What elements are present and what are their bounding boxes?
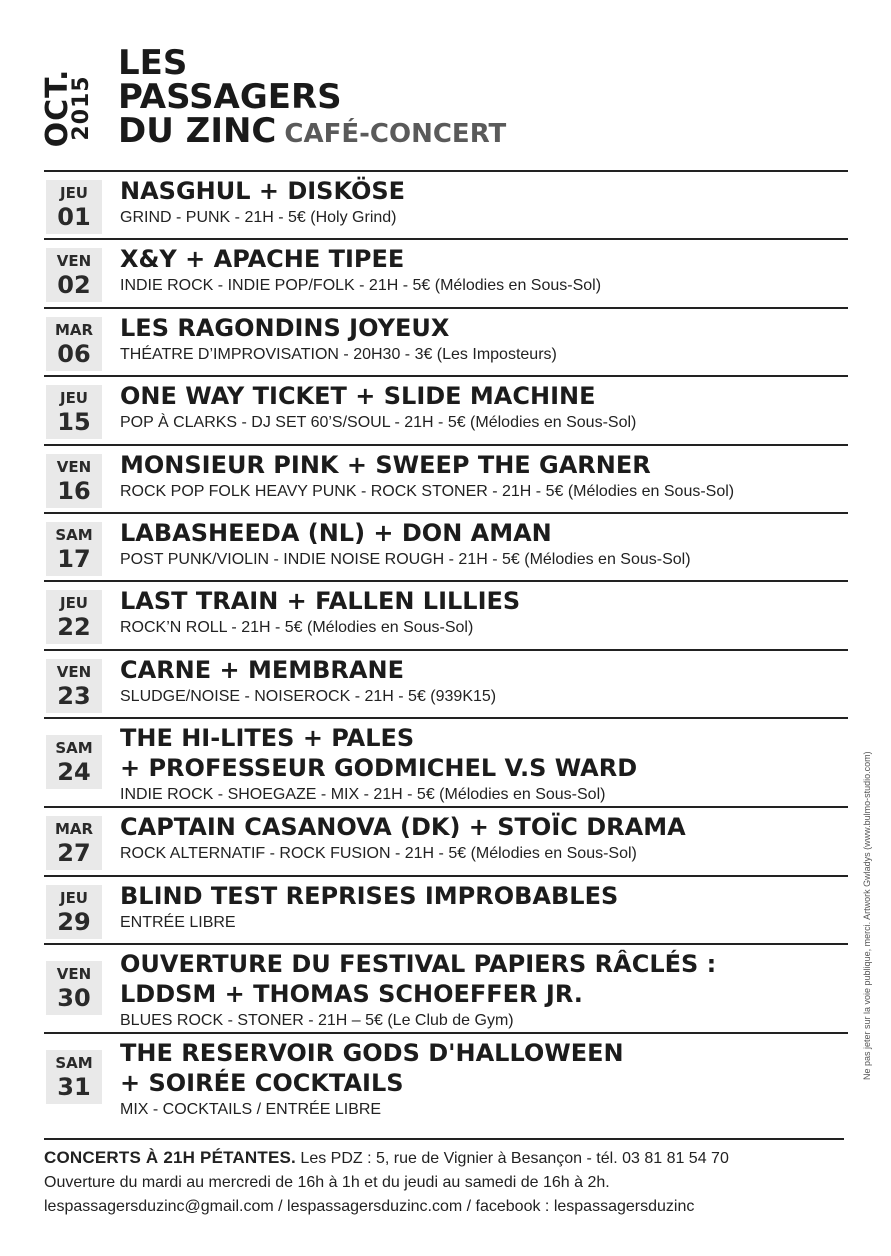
event-row <box>44 806 848 874</box>
event-date-box <box>46 1050 102 1104</box>
event-row <box>44 307 848 375</box>
event-date-box <box>46 522 102 576</box>
event-info <box>102 582 848 648</box>
event-info <box>102 446 848 512</box>
event-weekday: SAM <box>55 739 93 758</box>
event-date-box <box>46 885 102 939</box>
event-weekday: VEN <box>56 964 92 983</box>
year-label: 2015 <box>69 75 94 141</box>
event-artists <box>120 949 848 1009</box>
event-weekday: VEN <box>56 252 92 271</box>
event-weekday: JEU <box>59 184 88 202</box>
event-weekday: MAR <box>54 320 94 339</box>
event-weekday: SAM <box>55 1053 93 1072</box>
event-details: SLUDGE/NOISE - NOISEROCK - 21H - 5€ (939K15) <box>120 687 497 705</box>
event-details: ROCK’N ROLL - 21H - 5€ (Mélodies en Sous-Sol) <box>120 619 474 637</box>
event-date-box <box>46 385 102 439</box>
event-day-number: 27 <box>57 839 91 868</box>
artist-line: THE HI-LITES + PALES <box>120 724 415 753</box>
event-info <box>102 309 848 375</box>
event-day-number: 22 <box>57 613 91 642</box>
event-date-box <box>46 590 102 644</box>
event-info <box>102 719 848 806</box>
artist-line: + PROFESSEUR GODMICHEL V.S WARD <box>120 754 638 783</box>
title-line-2: PASSAGERS <box>118 77 342 117</box>
venue-subtitle: CAFÉ-CONCERT <box>284 119 507 149</box>
event-artists <box>120 313 848 343</box>
event-details: BLUES ROCK - STONER - 21H – 5€ (Le Club de Gym) <box>120 1011 514 1029</box>
event-artists <box>120 723 848 783</box>
artist-line: X&Y + APACHE TIPEE <box>120 245 405 274</box>
event-artists <box>120 450 848 480</box>
venue-title <box>118 43 507 151</box>
event-list <box>44 170 848 1121</box>
artist-line: NASGHUL + DISKÖSE <box>120 177 406 205</box>
event-weekday: JEU <box>59 594 88 613</box>
event-details: INDIE ROCK - SHOEGAZE - MIX - 21H - 5€ (Mélodies en Sous-Sol) <box>120 786 606 804</box>
title-line-1: LES <box>118 43 188 83</box>
artist-line: BLIND TEST REPRISES IMPROBABLES <box>120 881 619 910</box>
event-details: MIX - COCKTAILS / ENTRÉE LIBRE <box>120 1100 382 1118</box>
event-info <box>102 240 848 306</box>
event-details: THÉATRE D’IMPROVISATION - 20H30 - 3€ (Les Imposteurs) <box>120 345 557 363</box>
month-label: OCT. <box>40 68 75 148</box>
artist-line: LDDSM + THOMAS SCHOEFFER JR. <box>120 979 583 1008</box>
event-weekday: JEU <box>59 888 88 907</box>
event-artists <box>120 244 848 274</box>
event-day-number: 24 <box>57 758 91 787</box>
event-info <box>102 651 848 717</box>
event-artists <box>120 1038 848 1098</box>
event-row <box>44 238 848 306</box>
event-info <box>102 514 848 580</box>
event-day-number: 31 <box>57 1072 91 1101</box>
concerts-time-label: CONCERTS À 21H PÉTANTES. <box>44 1148 296 1167</box>
event-day-number: 01 <box>57 203 91 231</box>
event-info <box>102 377 848 443</box>
event-weekday: VEN <box>56 662 92 681</box>
event-date-box <box>46 317 102 371</box>
event-details: GRIND - PUNK - 21H - 5€ (Holy Grind) <box>120 209 397 226</box>
event-artists <box>120 655 848 685</box>
credit-text: Ne pas jeter sur la voie publique, merci. Artwork Gwladys (www.bulmo-studio.com) <box>862 751 872 1080</box>
event-weekday: JEU <box>59 389 88 408</box>
artist-line: MONSIEUR PINK + SWEEP THE GARNER <box>120 450 651 479</box>
event-row <box>44 717 848 806</box>
event-day-number: 06 <box>57 339 91 368</box>
event-date-box <box>46 180 102 234</box>
event-day-number: 29 <box>57 907 91 936</box>
event-artists <box>120 586 848 616</box>
month-year-block <box>40 46 100 170</box>
event-date-box <box>46 735 102 789</box>
event-row <box>44 580 848 648</box>
contacts-line: lespassagersduzinc@gmail.com / lespassagersduzinc.com / facebook : lespassagersduzinc <box>44 1198 695 1215</box>
event-details: ROCK ALTERNATIF - ROCK FUSION - 21H - 5€ (Mélodies en Sous-Sol) <box>120 845 637 863</box>
event-row <box>44 875 848 943</box>
event-details: POP À CLARKS - DJ SET 60’S/SOUL - 21H - 5€ (Mélodies en Sous-Sol) <box>120 414 637 432</box>
artist-line: ONE WAY TICKET + SLIDE MACHINE <box>120 382 596 411</box>
artist-line: LABASHEEDA (NL) + DON AMAN <box>120 518 552 547</box>
event-day-number: 02 <box>57 271 91 300</box>
event-details: ENTRÉE LIBRE <box>120 913 236 931</box>
artist-line: LAST TRAIN + FALLEN LILLIES <box>120 587 521 616</box>
title-line-3: DU ZINC <box>118 111 277 151</box>
event-row <box>44 649 848 717</box>
event-details: INDIE ROCK - INDIE POP/FOLK - 21H - 5€ (Mélodies en Sous-Sol) <box>120 277 602 295</box>
event-weekday: SAM <box>55 525 93 544</box>
event-day-number: 17 <box>57 544 91 573</box>
event-info <box>102 877 848 943</box>
event-day-number: 15 <box>57 408 91 437</box>
event-day-number: 23 <box>57 681 91 710</box>
event-weekday: MAR <box>54 820 94 839</box>
event-info <box>102 808 848 874</box>
side-credit <box>862 751 874 1090</box>
event-row <box>44 943 848 1032</box>
event-day-number: 30 <box>57 983 91 1012</box>
event-info <box>102 172 848 238</box>
event-date-box <box>46 248 102 302</box>
event-day-number: 16 <box>57 476 91 505</box>
event-info <box>102 1034 848 1121</box>
event-artists <box>120 176 848 206</box>
poster-header <box>40 40 860 170</box>
event-details: ROCK POP FOLK HEAVY PUNK - ROCK STONER - 21H - 5€ (Mélodies en Sous-Sol) <box>120 482 735 500</box>
event-row <box>44 444 848 512</box>
artist-line: CARNE + MEMBRANE <box>120 655 404 684</box>
artist-line: OUVERTURE DU FESTIVAL PAPIERS RÂCLÉS : <box>120 949 717 978</box>
opening-hours: Ouverture du mardi au mercredi de 16h à 1h et du jeudi au samedi de 16h à 2h. <box>44 1174 610 1191</box>
artist-line: LES RAGONDINS JOYEUX <box>120 313 450 342</box>
event-weekday: VEN <box>56 457 92 476</box>
event-date-box <box>46 816 102 870</box>
event-artists <box>120 881 848 911</box>
event-artists <box>120 381 848 411</box>
event-date-box <box>46 961 102 1015</box>
event-row <box>44 512 848 580</box>
event-date-box <box>46 659 102 713</box>
event-row <box>44 1032 848 1121</box>
event-artists <box>120 518 848 548</box>
artist-line: CAPTAIN CASANOVA (DK) + STOÏC DRAMA <box>120 813 686 842</box>
event-info <box>102 945 848 1032</box>
event-row <box>44 375 848 443</box>
event-artists <box>120 812 848 842</box>
event-date-box <box>46 454 102 508</box>
artist-line: THE RESERVOIR GODS D'HALLOWEEN <box>120 1038 624 1067</box>
artist-line: + SOIRÉE COCKTAILS <box>120 1068 404 1097</box>
address-text: Les PDZ : 5, rue de Vignier à Besançon - tél. 03 81 81 54 70 <box>300 1150 729 1167</box>
event-details: POST PUNK/VIOLIN - INDIE NOISE ROUGH - 21H - 5€ (Mélodies en Sous-Sol) <box>120 550 691 568</box>
poster-footer <box>44 1138 844 1219</box>
event-row <box>44 170 848 238</box>
